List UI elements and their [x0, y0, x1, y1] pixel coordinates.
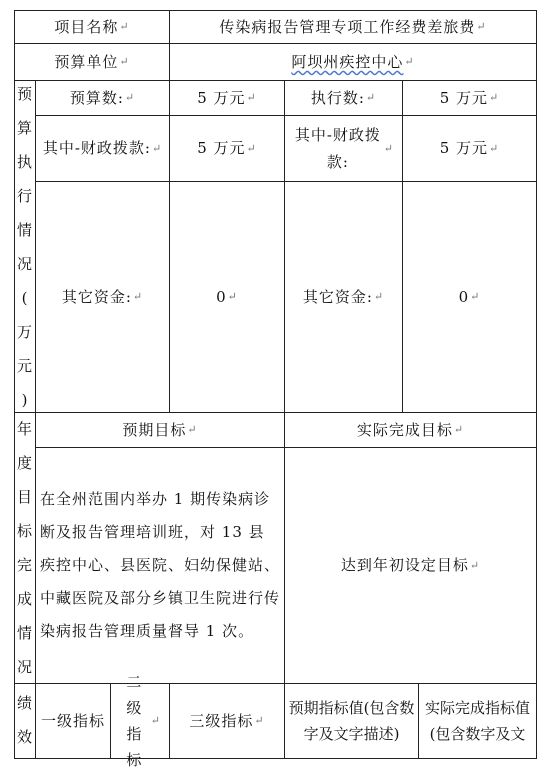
project-name-value-cell: 传染病报告管理专项工作经费差旅费 ↵ [169, 10, 537, 44]
project-name-label-cell: 项目名称 ↵ [14, 10, 170, 44]
perf-actual-value-header: 实际完成指标值(包含数字及文 [418, 683, 537, 759]
fiscal-exec-label-cell: 其中-财政拨款: ↵ [284, 115, 403, 182]
fiscal-exec-value-cell: 5 万元 ↵ [402, 115, 537, 182]
budget-unit-value: 阿坝州疾控中心 [291, 52, 404, 71]
expected-goal-text-cell [35, 447, 285, 684]
budget-unit-value-cell: 阿坝州疾控中心 ↵ [169, 43, 537, 81]
actual-goal-text: 达到年初设定目标 [340, 556, 469, 575]
budget-unit-label: 预算单位 [54, 52, 119, 71]
perf-level3-header: 三级指标 ↵ [169, 683, 285, 759]
budget-exec-vertical-label: 预 算 执 行 情 况 ( 万 元 ) [14, 80, 36, 413]
annual-goal-vertical-label: 年 度 目 标 完 成 情 况 [14, 412, 36, 684]
project-name-value: 传染病报告管理专项工作经费差旅费 [219, 17, 476, 36]
perf-level2-header: 二级指标 ↵ [110, 683, 170, 759]
exec-amount-value-cell: 5 万元 ↵ [402, 80, 537, 116]
performance-vertical-label: 绩 效 [14, 683, 36, 759]
other-funds-label-cell: 其它资金: ↵ [35, 181, 170, 413]
fiscal-budget-value-cell: 5 万元 ↵ [169, 115, 285, 182]
budget-amount-value-cell: 5 万元 ↵ [169, 80, 285, 116]
other-funds-exec-value-cell: 0 ↵ [402, 181, 537, 413]
expected-goal-text: 在全州范围内举办 1 期传染病诊断及报告管理培训班，对 13 县疾控中心、县医院、妇幼保健站、中藏医院及部分乡镇卫生院进行传染病报告管理质量督导 1 次。 [40, 490, 281, 640]
project-name-label: 项目名称 [54, 17, 119, 36]
exec-amount-label-cell: 执行数: ↵ [284, 80, 403, 116]
actual-goal-text-cell: 达到年初设定目标 ↵ [284, 447, 537, 684]
other-funds-exec-label-cell: 其它资金: ↵ [284, 181, 403, 413]
perf-level1-header: 一级指标 [35, 683, 111, 759]
fiscal-budget-label-cell: 其中-财政拨款: ↵ [35, 115, 170, 182]
perf-expected-value-header: 预期指标值(包含数字及文字描述) [284, 683, 419, 759]
expected-goal-header: 预期目标 ↵ [35, 412, 285, 448]
budget-amount-label-cell: 预算数: ↵ [35, 80, 170, 116]
actual-goal-header: 实际完成目标 ↵ [284, 412, 537, 448]
budget-unit-label-cell: 预算单位 ↵ [14, 43, 170, 81]
other-funds-value-cell: 0 ↵ [169, 181, 285, 413]
